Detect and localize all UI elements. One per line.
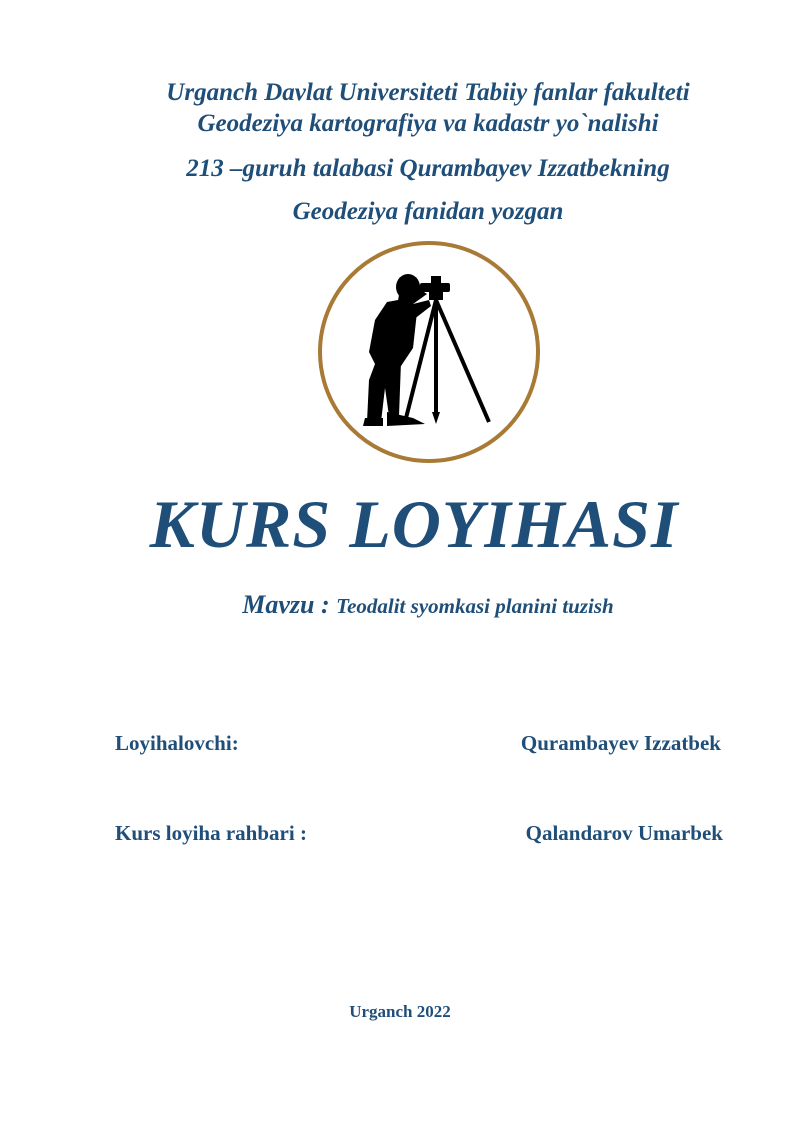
- designer-name: Qurambayev Izzatbek: [520, 731, 721, 755]
- main-title: KURS LOYIHASI: [149, 486, 679, 562]
- topic-line: [28, 590, 800, 620]
- supervisor-label: Kurs loyiha rahbari :: [115, 821, 307, 845]
- program-line: Geodeziya kartografiya va kadastr yo`nalishi: [197, 110, 659, 137]
- university-faculty-line: Urganch Davlat Universiteti Tabiiy fanlar fakulteti: [166, 79, 690, 106]
- subject-line: Geodeziya fanidan yozgan: [292, 198, 564, 225]
- topic-label: Mavzu :: [242, 590, 337, 619]
- student-line: 213 –guruh talabasi Qurambayev Izzatbekning: [186, 155, 670, 182]
- topic-value: Teodalit syomkasi planini tuzish: [336, 594, 614, 618]
- surveyor-theodolite-icon: [317, 240, 541, 464]
- supervisor-name: Qalandarov Umarbek: [525, 821, 723, 845]
- footer-place-year: Urganch 2022: [349, 1002, 451, 1021]
- designer-label: Loyihalovchi:: [115, 731, 239, 755]
